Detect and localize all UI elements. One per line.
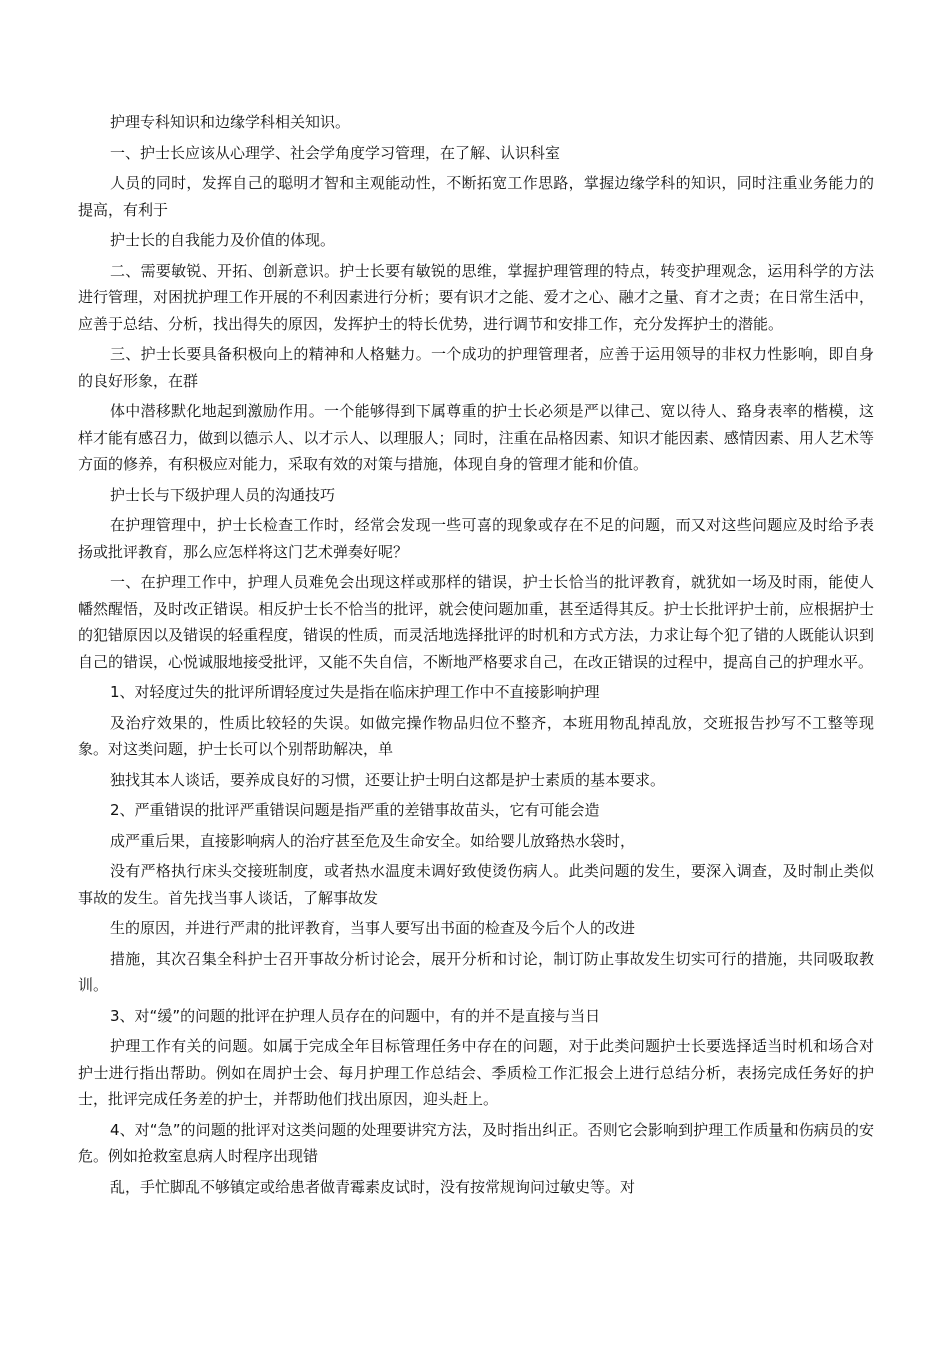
paragraph: 乱，手忙脚乱不够镇定或给患者做青霉素皮试时，没有按常规询问过敏史等。对 (110, 1177, 636, 1196)
paragraph: 措施，其次召集全科护士召开事故分析讨论会，展开分析和讨论，制订防止事故发生切实可行的措施，共同吸取教训。 (78, 949, 874, 994)
paragraph: 及治疗效果的，性质比较轻的失误。如做完操作物品归位不整齐，本班用物乱掉乱放，交班报告抄写不工整等现象。对这类问题，护士长可以个别帮助解决，单 (78, 713, 874, 758)
paragraph: 体中潜移默化地起到激励作用。一个能够得到下属尊重的护士长必须是严以律己、宽以待人、臵身表率的楷模，这样才能有感召力，做到以德示人、以才示人、以理服人；同时，注重在品格因素、知识才能因素、感情因素、用人艺术等方面的修养，有积极应对能力，采取有效的对策与措施，体现自身的管理才能和价值。 (78, 402, 874, 473)
paragraph: 2、严重错误的批评严重错误问题是指严重的差错事故苗头，它有可能会造 (110, 801, 600, 819)
document-body (78, 109, 874, 1204)
paragraph: 在护理管理中，护士长检查工作时，经常会发现一些可喜的现象或存在不足的问题，而又对这些问题应及时给予表扬或批评教育，那么应怎样将这门艺术弹奏好呢？ (78, 516, 874, 561)
paragraph: 护理专科知识和边缘学科相关知识。 (110, 113, 351, 131)
paragraph: 成严重后果，直接影响病人的治疗甚至危及生命安全。如给婴儿放臵热水袋时， (110, 831, 636, 850)
paragraph: 护士长的自我能力及价值的体现。 (110, 231, 336, 249)
paragraph: 一、护士长应该从心理学、社会学角度学习管理，在了解、认识科室 (110, 143, 561, 162)
paragraph: 三、护士长要具备积极向上的精神和人格魅力。一个成功的护理管理者，应善于运用领导的非权力性影响，即自身的良好形象，在群 (78, 345, 874, 390)
paragraph: 人员的同时，发挥自己的聪明才智和主观能动性，不断拓宽工作思路，掌握边缘学科的知识，同时注重业务能力的提高，有利于 (78, 174, 874, 219)
paragraph: 4、对“急”的问题的批评对这类问题的处理要讲究方法，及时指出纠正。否则它会影响到护理工作质量和伤病员的安危。例如抢救室息病人时程序出现错 (78, 1120, 874, 1165)
paragraph: 护理工作有关的问题。如属于完成全年目标管理任务中存在的问题，对于此类问题护士长要选择适当时机和场合对护士进行指出帮助。例如在周护士会、每月护理工作总结会、季质检工作汇报会上进行总结分析，表扬完成任务好的护士，批评完成任务差的护士，并帮助他们找出原因，迎头赶上。 (78, 1037, 874, 1108)
paragraph: 3、对“缓”的问题的批评在护理人员存在的问题中，有的并不是直接与当日 (110, 1006, 601, 1025)
paragraph: 生的原因，并进行严肃的批评教育，当事人要写出书面的检查及今后个人的改进 (110, 919, 636, 937)
section-heading: 护士长与下级护理人员的沟通技巧 (110, 485, 336, 504)
paragraph: 一、在护理工作中，护理人员难免会出现这样或那样的错误，护士长恰当的批评教育，就犹如一场及时雨，能使人幡然醒悟，及时改正错误。相反护士长不恰当的批评，就会使问题加重，甚至适得其反。护士长批评护士前，应根据护士的犯错原因以及错误的轻重程度，错误的性质，而灵活地选择批评的时机和方式方法，力求让每个犯了错的人既能认识到自己的错误，心悦诚服地接受批评，又能不失自信，不断地严格要求自己，在改正错误的过程中，提高自己的护理水平。 (78, 573, 874, 671)
paragraph: 1、对轻度过失的批评所谓轻度过失是指在临床护理工作中不直接影响护理 (110, 683, 600, 701)
paragraph: 二、需要敏锐、开拓、创新意识。护士长要有敏锐的思维，掌握护理管理的特点，转变护理观念，运用科学的方法进行管理，对困扰护理工作开展的不利因素进行分析；要有识才之能、爱才之心、融才之量、育才之责；在日常生活中，应善于总结、分析，找出得失的原因，发挥护士的特长优势，进行调节和安排工作，充分发挥护士的潜能。 (78, 261, 874, 333)
paragraph: 没有严格执行床头交接班制度，或者热水温度未调好致使烫伤病人。此类问题的发生，要深入调查，及时制止类似事故的发生。首先找当事人谈话，了解事故发 (78, 862, 874, 907)
paragraph: 独找其本人谈话，要养成良好的习惯，还要让护士明白这都是护士素质的基本要求。 (110, 770, 666, 789)
